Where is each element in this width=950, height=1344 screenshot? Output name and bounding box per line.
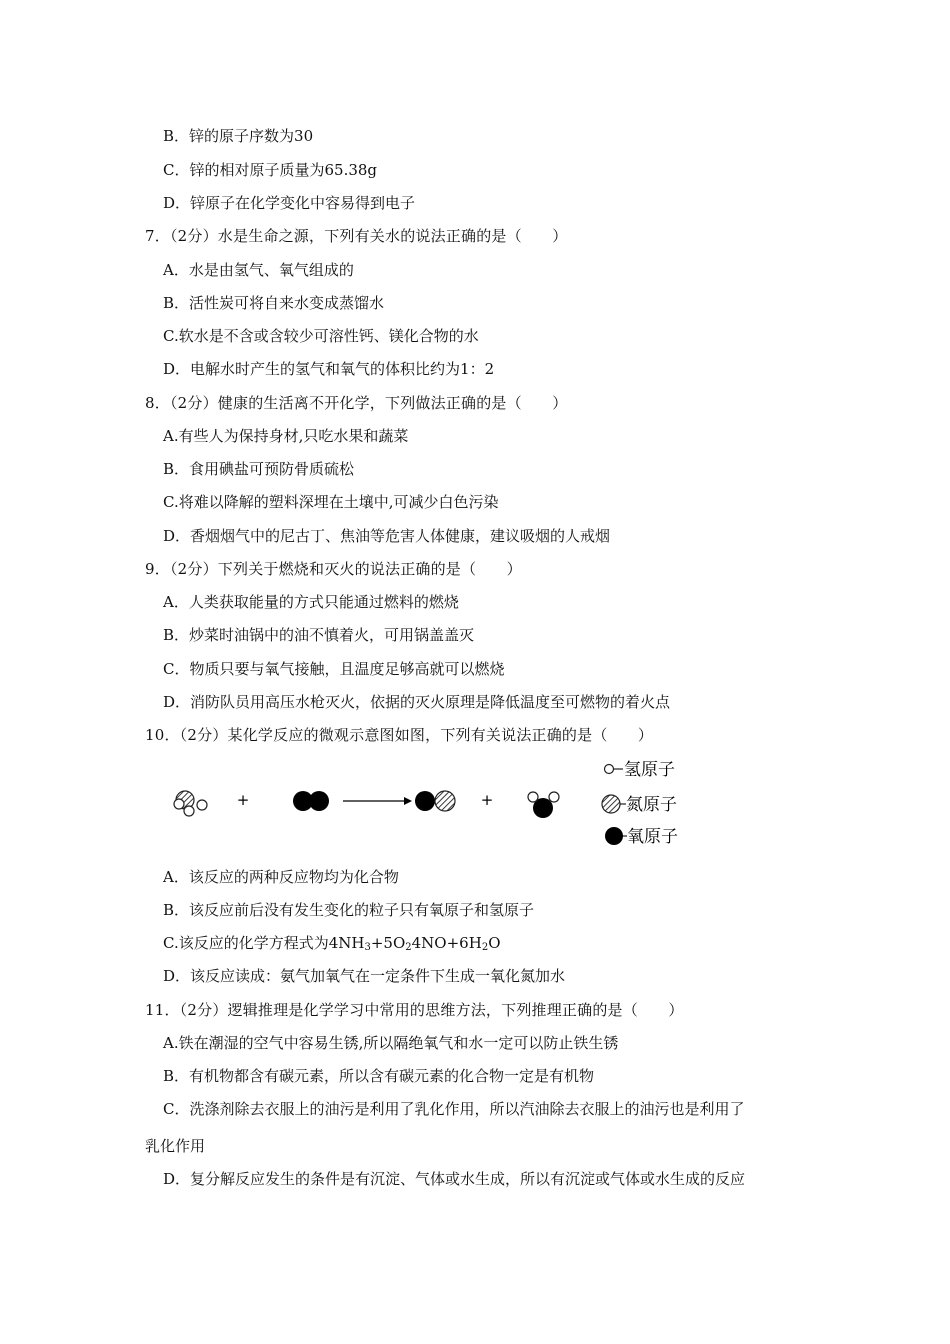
q8-option-a: A.有些人为保持身材,只吃水果和蔬菜 xyxy=(163,427,409,445)
q6-option-d: D．锌原子在化学变化中容易得到电子 xyxy=(163,194,416,212)
q6-option-c: C．锌的相对原子质量为65.38g xyxy=(163,161,378,179)
ammonia-molecule xyxy=(174,791,207,816)
nitrogen-atom xyxy=(435,791,455,811)
q10-option-c xyxy=(163,933,501,953)
oxygen-atom xyxy=(415,791,435,811)
equation-suffix: O xyxy=(488,934,501,952)
q11-option-a: A.铁在潮湿的空气中容易生锈,所以隔绝氧气和水一定可以防止铁生锈 xyxy=(163,1034,619,1052)
q7-option-b: B．活性炭可将自来水变成蒸馏水 xyxy=(163,294,385,312)
question-11: 11．（2分）逻辑推理是化学学习中常用的思维方法，下列推理正确的是（ ） xyxy=(145,1001,684,1019)
q9-option-d: D．消防队员用高压水枪灭火，依据的灭火原理是降低温度至可燃物的着火点 xyxy=(163,693,671,711)
q8-option-b: B．食用碘盐可预防骨质硫松 xyxy=(163,460,355,478)
plus-sign: + xyxy=(480,791,494,809)
hydrogen-atom xyxy=(174,799,184,809)
q11-option-c-line1: C．洗涤剂除去衣服上的油污是利用了乳化作用，所以汽油除去衣服上的油污也是利用了 xyxy=(163,1100,745,1118)
legend-hydrogen-label: 氢原子 xyxy=(624,760,675,780)
oxygen-molecule xyxy=(293,791,329,811)
question-9: 9．（2分）下列关于燃烧和灭火的说法正确的是（ ） xyxy=(145,560,522,578)
equation-sub: 2 xyxy=(481,942,489,953)
q7-option-d: D．电解水时产生的氢气和氧气的体积比约为1：2 xyxy=(163,360,495,378)
q7-option-c: C.软水是不含或含较少可溶性钙、镁化合物的水 xyxy=(163,327,479,345)
nitrogen-legend-icon xyxy=(602,795,620,813)
q9-option-b: B．炒菜时油锅中的油不慎着火，可用锅盖盖灭 xyxy=(163,626,475,644)
hydrogen-atom xyxy=(197,800,207,810)
hydrogen-atom xyxy=(549,792,559,802)
legend-nitrogen-label: 氮原子 xyxy=(626,795,677,815)
q6-option-b: B．锌的原子序数为30 xyxy=(163,127,314,145)
hydrogen-atom xyxy=(528,792,538,802)
question-7: 7．（2分）水是生命之源，下列有关水的说法正确的是（ ） xyxy=(145,227,568,245)
legend-oxygen-label: 氧原子 xyxy=(627,827,678,847)
diagram-legend xyxy=(602,760,678,847)
q8-option-d: D．香烟烟气中的尼古丁、焦油等危害人体健康，建议吸烟的人戒烟 xyxy=(163,527,611,545)
water-molecule xyxy=(528,792,559,818)
oxygen-atom xyxy=(309,791,329,811)
q11-option-b: B．有机物都含有碳元素，所以含有碳元素的化合物一定是有机物 xyxy=(163,1067,595,1085)
q10-option-a: A．该反应的两种反应物均为化合物 xyxy=(163,868,399,886)
q8-option-c: C.将难以降解的塑料深埋在土壤中,可减少白色污染 xyxy=(163,493,499,511)
reaction-arrow xyxy=(343,797,412,805)
question-10: 10．（2分）某化学反应的微观示意图如图，下列有关说法正确的是（ ） xyxy=(145,726,654,744)
q9-option-c: C．物质只要与氧气接触，且温度足够高就可以燃烧 xyxy=(163,660,505,678)
q10-option-d: D．该反应读成：氨气加氧气在一定条件下生成一氧化氮加水 xyxy=(163,967,566,985)
hydrogen-atom xyxy=(184,806,194,816)
plus-sign: + xyxy=(236,791,250,809)
q10-option-b: B．该反应前后没有发生变化的粒子只有氧原子和氢原子 xyxy=(163,901,535,919)
nitric-oxide-molecule xyxy=(415,791,455,811)
equation-sub: 3 xyxy=(364,942,371,953)
q11-option-c-line2: 乳化作用 xyxy=(145,1137,206,1155)
equation-part: +5O xyxy=(370,934,406,952)
oxygen-legend-icon xyxy=(605,827,623,845)
question-8: 8．（2分）健康的生活离不开化学，下列做法正确的是（ ） xyxy=(145,394,568,412)
q9-option-a: A．人类获取能量的方式只能通过燃料的燃烧 xyxy=(163,593,459,611)
reaction-diagram xyxy=(160,752,720,856)
hydrogen-legend-icon xyxy=(605,765,614,774)
equation-prefix: C.该反应的化学方程式为4NH xyxy=(163,934,365,952)
q11-option-d: D．复分解反应发生的条件是有沉淀、气体或水生成，所以有沉淀或气体或水生成的反应 xyxy=(163,1170,746,1188)
equation-part: 4NO+6H xyxy=(411,934,482,952)
q7-option-a: A．水是由氢气、氧气组成的 xyxy=(163,261,354,279)
equation-sub: 2 xyxy=(405,942,412,953)
